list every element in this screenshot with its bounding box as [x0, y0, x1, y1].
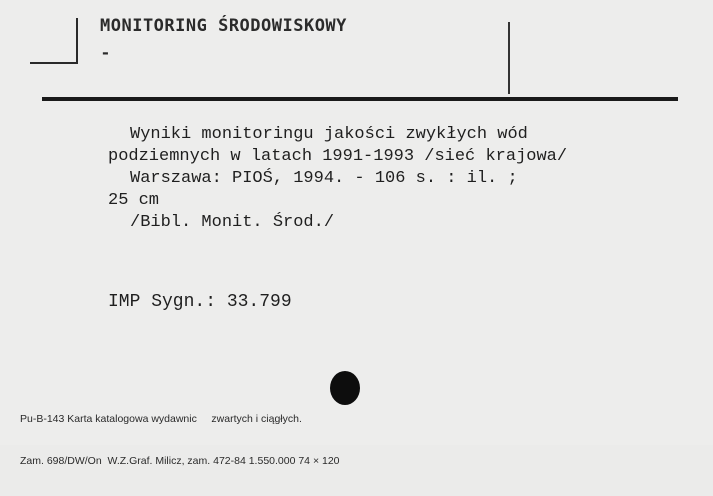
- heading-dash: -: [100, 44, 111, 64]
- footer-line-1: Pu-B-143 Karta katalogowa wydawnic zwartych i ciągłych.: [20, 413, 302, 425]
- body-line-size: 25 cm: [108, 191, 160, 210]
- body-line-series: /Bibl. Monit. Środ./: [130, 213, 335, 232]
- card-footer: [20, 384, 340, 496]
- footer-line-2: Zam. 698/DW/On W.Z.Graf. Milicz, zam. 472-84 1.550.000 74 × 120: [20, 455, 340, 467]
- punch-hole: [330, 371, 360, 405]
- horizontal-rule: [42, 97, 678, 101]
- vertical-rule: [508, 22, 510, 94]
- card-heading: MONITORING ŚRODOWISKOWY: [100, 16, 347, 36]
- card-body: [0, 124, 713, 278]
- corner-mark-vertical: [76, 18, 78, 64]
- corner-mark-horizontal: [30, 62, 78, 64]
- body-line-title-cont: podziemnych w latach 1991-1993 /sieć krajowa/: [108, 147, 568, 166]
- body-line-title: Wyniki monitoringu jakości zwykłych wód: [130, 125, 528, 144]
- call-number: IMP Sygn.: 33.799: [108, 292, 292, 312]
- body-line-imprint: Warszawa: PIOŚ, 1994. - 106 s. : il. ;: [130, 169, 518, 188]
